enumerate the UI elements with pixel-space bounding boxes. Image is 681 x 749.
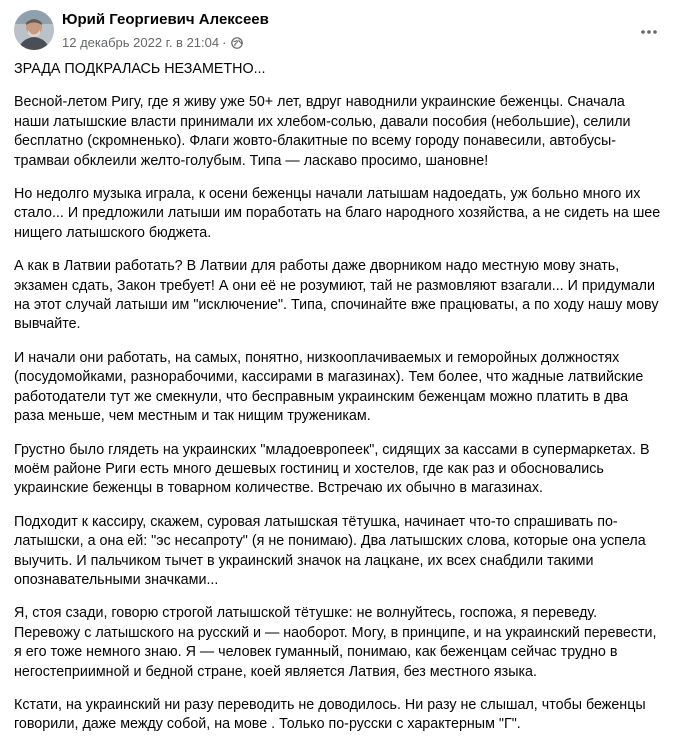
post-header — [14, 10, 667, 54]
post-paragraph: Грустно было глядеть на украинских "младоевропеек", сидящих за кассами в супермаркетах. В моём районе Риги есть много дешевых гостиниц и хостелов, где как раз и обосновались украинские беженцы в товарном количестве. Встречаю их обычно в магазинах. — [14, 441, 650, 497]
post-paragraph: Весной-летом Ригу, где я живу уже 50+ лет, вдруг наводнили украинские беженцы. Сначала наши латышские власти принимали их хлебом-солью, давали пособия (небольшие), селили бесплатно (скромненько). Флаги жовто-блакитные по всему городу понавесили, автобусы-трамваи обклеили желто-голубым. Типа — ласкаво просимо, шановне! — [14, 94, 631, 169]
post-paragraph: Я, стоя сзади, говорю строгой латышской тётушке: не волнуйтесь, госпожа, я переведу. Перевожу с латышского на русский и — наоборот. Могу, в принципе, и на украинский перевести, я его тоже немного знаю. Я — человек гуманный, понимаю, как беженцам сейчас трудно в негостеприимной и бедной стране, коей является Латвия, без местного языка. — [14, 605, 657, 680]
post-paragraph: И начали они работать, на самых, понятно, низкооплачиваемых и геморойных должностях (посудомойками, разнорабочими, кассирами в магазинах). Тем более, что жадные латвийские работодатели тут же смекнули, что бесправным украинским беженцам можно платить в два раза меньше, чем местным и так нищим труженикам. — [14, 349, 644, 425]
globe-icon[interactable] — [231, 37, 243, 49]
meta-separator: · — [222, 35, 227, 50]
post-paragraph: Кстати, на украинский ни разу переводить не доводилось. Ни разу не слышал, чтобы беженцы говорили, даже между собой, на мове . Только по-русски с характерным "Г". — [14, 696, 646, 733]
post-title: ЗРАДА ПОДКРАЛАСЬ НЕЗАМЕТНО... — [14, 61, 266, 77]
post-paragraph: Но недолго музыка играла, к осени беженцы начали латышам надоедать, уж больно много их стало... И предложили латыши им поработать на благо народного хозяйства, а не сидеть на шее нищего латышского бюджета. — [14, 186, 661, 241]
more-options-button[interactable] — [631, 14, 667, 50]
avatar[interactable] — [14, 10, 54, 50]
post-body — [14, 60, 662, 749]
post-timestamp[interactable]: 12 декабрь 2022 г. в 21:04 — [62, 35, 220, 50]
post-paragraph: Подходит к кассиру, скажем, суровая латышская тётушка, начинает что-то спрашивать по-латышски, а она ей: "эс несапроту" (я не понимаю). Два латышских слова, которые она успела выучить. И пальчиком тычет в украинский значок на лацкане, их всех снабдили такими опознавательными значками... — [14, 513, 646, 588]
post-meta — [62, 35, 243, 50]
author-name[interactable]: Юрий Георгиевич Алексеев — [62, 11, 269, 28]
post-paragraph: А как в Латвии работать? В Латвии для работы даже дворником надо местную мову знать, экзамен сдать, Закон требует! А они её не розумиют, тай не размовляют взагали... И придумали на этот случай латыши им "исключение". Типа, спочинайте вже працюваты, а по ходу нашу мову вывчайте. — [14, 258, 659, 333]
more-horizontal-icon — [639, 22, 659, 42]
